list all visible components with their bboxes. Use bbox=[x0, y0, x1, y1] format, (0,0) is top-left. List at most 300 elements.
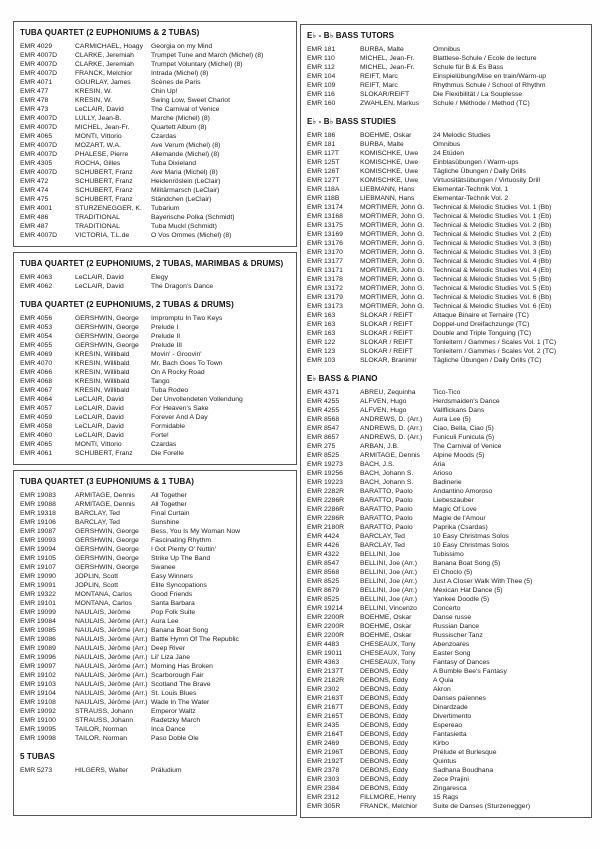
piece-title: Easter Song bbox=[433, 650, 471, 657]
catalog-row bbox=[307, 90, 585, 99]
piece-title: Magie de l'Amour bbox=[433, 515, 486, 522]
catalog-row bbox=[307, 541, 585, 550]
composer-name: NAULAIS, Jérôme (Arr.) bbox=[75, 618, 148, 625]
piece-title: Divertimento bbox=[433, 713, 472, 720]
catalog-row bbox=[307, 613, 585, 622]
catalog-number: EMR 109 bbox=[307, 82, 336, 89]
composer-name: ALFVEN, Hugo bbox=[360, 398, 407, 405]
catalog-row bbox=[307, 649, 585, 658]
catalog-number: EMR 19223 bbox=[307, 479, 343, 486]
piece-title: Lil' Liza Jane bbox=[151, 654, 191, 661]
composer-name: MORTIMER, John G. bbox=[360, 204, 425, 211]
catalog-row bbox=[307, 99, 585, 108]
composer-name: SLOKAR / REIFT bbox=[360, 348, 413, 355]
section-box bbox=[13, 470, 297, 816]
composer-name: BELLINI, Joe (Arr.) bbox=[360, 560, 418, 567]
composer-name: KRESIN, W. bbox=[75, 88, 113, 95]
catalog-number: EMR 13171 bbox=[307, 267, 343, 274]
catalog-number: EMR 4007D bbox=[20, 142, 58, 149]
composer-name: SLOKAR, Branimir bbox=[360, 357, 417, 364]
composer-name: ARBAN, J.B. bbox=[360, 443, 399, 450]
piece-title: Swing Low, Sweet Chariot bbox=[151, 97, 230, 104]
piece-title: Paso Doble Ole bbox=[151, 735, 199, 742]
composer-name: DEBONS, Eddy bbox=[360, 785, 408, 792]
composer-name: MONTANA, Carlos bbox=[75, 591, 132, 598]
catalog-row bbox=[307, 212, 585, 221]
catalog-number: EMR 4007D bbox=[20, 232, 58, 239]
composer-name: ARMITAGE, Dennis bbox=[75, 492, 135, 499]
composer-name: DEBONS, Eddy bbox=[360, 776, 408, 783]
catalog-row bbox=[307, 388, 585, 397]
catalog-row bbox=[20, 123, 290, 132]
composer-name: GERSHWIN, George bbox=[75, 333, 139, 340]
catalog-number: EMR 487 bbox=[20, 223, 49, 230]
catalog-number: EMR 4058 bbox=[20, 423, 53, 430]
catalog-number: EMR 118A bbox=[307, 186, 340, 193]
catalog-section bbox=[20, 476, 290, 743]
composer-name: ANDREWS, D. (Arr.) bbox=[360, 416, 423, 423]
catalog-number: EMR 8525 bbox=[307, 596, 340, 603]
piece-title: Fantasy of Dances bbox=[433, 659, 490, 666]
catalog-number: EMR 19108 bbox=[20, 699, 56, 706]
catalog-row bbox=[20, 222, 290, 231]
catalog-row bbox=[20, 368, 290, 377]
catalog-section bbox=[20, 299, 290, 458]
catalog-number: EMR 13170 bbox=[307, 249, 343, 256]
catalog-row bbox=[307, 460, 585, 469]
piece-title: Intrada (Michel) (8) bbox=[151, 70, 209, 77]
piece-title: Präludium bbox=[151, 767, 182, 774]
composer-name: SLOKAR / REIFT bbox=[360, 312, 413, 319]
piece-title: Liebeszauber bbox=[433, 497, 474, 504]
piece-title: Tuba Rodeo bbox=[151, 387, 189, 394]
composer-name: GERSHWIN, George bbox=[75, 564, 139, 571]
piece-title: Dinardzade bbox=[433, 704, 468, 711]
composer-name: LIEBMANN, Hans bbox=[360, 195, 415, 202]
catalog-row bbox=[307, 167, 585, 176]
catalog-row bbox=[307, 595, 585, 604]
catalog-number: EMR 4007D bbox=[20, 61, 58, 68]
catalog-number: EMR 4007D bbox=[20, 52, 58, 59]
composer-name: SLOKAR / REIFT bbox=[360, 330, 413, 337]
piece-title: Forte! bbox=[151, 432, 169, 439]
catalog-number: EMR 4426 bbox=[307, 542, 340, 549]
piece-title: Georgia on my Mind bbox=[151, 43, 213, 50]
catalog-row bbox=[307, 81, 585, 90]
catalog-number: EMR 4363 bbox=[307, 659, 340, 666]
catalog-number: EMR 19273 bbox=[307, 461, 343, 468]
catalog-number: EMR 19093 bbox=[20, 537, 56, 544]
catalog-number: EMR 4305 bbox=[20, 160, 53, 167]
composer-name: STRAUSS, Johann bbox=[75, 708, 134, 715]
piece-title: Chin Up! bbox=[151, 88, 178, 95]
piece-title: Czardas bbox=[151, 133, 177, 140]
composer-name: PHALESE, Pierre bbox=[75, 151, 129, 158]
composer-name: SCHUBERT, Franz bbox=[75, 169, 133, 176]
catalog-number: EMR 19104 bbox=[20, 690, 56, 697]
catalog-number: EMR 126T bbox=[307, 168, 340, 175]
catalog-row bbox=[20, 150, 290, 159]
composer-name: MOZART, W.A. bbox=[75, 142, 121, 149]
catalog-row bbox=[20, 689, 290, 698]
catalog-row bbox=[307, 784, 585, 793]
catalog-number: EMR 486 bbox=[20, 214, 49, 221]
catalog-row bbox=[20, 662, 290, 671]
piece-title: Prelude II bbox=[151, 333, 181, 340]
catalog-row bbox=[307, 131, 585, 140]
composer-name: CARMICHAEL, Hoagy bbox=[75, 43, 143, 50]
catalog-number: EMR 2469 bbox=[307, 740, 340, 747]
composer-name: GERSHWIN, George bbox=[75, 537, 139, 544]
catalog-row bbox=[20, 105, 290, 114]
catalog-number: EMR 104 bbox=[307, 73, 336, 80]
catalog-section bbox=[20, 258, 290, 291]
composer-name: DEBONS, Eddy bbox=[360, 686, 408, 693]
catalog-number: EMR 4070 bbox=[20, 360, 53, 367]
catalog-row bbox=[20, 716, 290, 725]
catalog-number: EMR 19106 bbox=[20, 519, 56, 526]
piece-title: Elite Syncopations bbox=[151, 582, 207, 589]
piece-title: Virtuositätsübungen / Virtuosity Drill bbox=[433, 177, 541, 184]
catalog-number: EMR 19096 bbox=[20, 654, 56, 661]
piece-title: Herdsmaiden's Dance bbox=[433, 398, 500, 405]
composer-name: CLARKE, Jeremiah bbox=[75, 61, 134, 68]
section-box bbox=[13, 21, 297, 247]
catalog-row bbox=[307, 54, 585, 63]
piece-title: Technical & Melodic Studies Vol. 3 (Eb) bbox=[433, 249, 552, 256]
composer-name: BARATTO, Paolo bbox=[360, 515, 413, 522]
piece-title: Scarborough Fair bbox=[151, 672, 204, 679]
piece-title: Tuba Dixieland bbox=[151, 160, 197, 167]
catalog-number: EMR 19097 bbox=[20, 663, 56, 670]
catalog-row bbox=[307, 469, 585, 478]
composer-name: ANDREWS, D. (Arr.) bbox=[360, 425, 423, 432]
catalog-number: EMR 4007D bbox=[20, 124, 58, 131]
catalog-row bbox=[307, 176, 585, 185]
piece-title: All Together bbox=[151, 492, 187, 499]
piece-title: On A Rocky Road bbox=[151, 369, 205, 376]
section-header: TUBA QUARTET (3 EUPHONIUMS & 1 TUBA) bbox=[20, 477, 194, 486]
catalog-row bbox=[307, 775, 585, 784]
piece-title: Schule / Méthode / Method (TC) bbox=[433, 100, 530, 107]
composer-name: SCHUBERT, Franz bbox=[75, 450, 133, 457]
piece-title: Santa Barbara bbox=[151, 600, 195, 607]
composer-name: CHESEAUX, Tony bbox=[360, 641, 416, 648]
composer-name: ALFVEN, Hugo bbox=[360, 407, 407, 414]
catalog-row bbox=[20, 572, 290, 581]
catalog-number: EMR 8525 bbox=[307, 578, 340, 585]
catalog-number: EMR 2286R bbox=[307, 515, 345, 522]
piece-title: Russian Dance bbox=[433, 623, 480, 630]
catalog-row bbox=[307, 478, 585, 487]
composer-name: NAULAIS, Jérôme (Arr.) bbox=[75, 627, 148, 634]
composer-name: NAULAIS, Jérôme (Arr.) bbox=[75, 699, 148, 706]
catalog-row bbox=[20, 282, 290, 291]
composer-name: MORTIMER, John G. bbox=[360, 285, 425, 292]
catalog-number: EMR 8525 bbox=[307, 452, 340, 459]
catalog-number: EMR 4069 bbox=[20, 351, 53, 358]
catalog-row bbox=[307, 63, 585, 72]
piece-title: Ave Maria (Michel) (8) bbox=[151, 169, 218, 176]
catalog-row bbox=[20, 186, 290, 195]
catalog-row bbox=[20, 195, 290, 204]
catalog-number: EMR 2282R bbox=[307, 488, 345, 495]
piece-title: Good Friends bbox=[151, 591, 193, 598]
piece-title: Technical & Melodic Studies Vol. 1 (Eb) bbox=[433, 213, 552, 220]
catalog-row bbox=[307, 311, 585, 320]
catalog-number: EMR 4066 bbox=[20, 369, 53, 376]
catalog-number: EMR 160 bbox=[307, 100, 336, 107]
piece-title: Final Curtain bbox=[151, 510, 190, 517]
catalog-row bbox=[307, 730, 585, 739]
composer-name: TAILOR, Norman bbox=[75, 735, 127, 742]
composer-name: SCHUBERT, Franz bbox=[75, 178, 133, 185]
catalog-row bbox=[20, 440, 290, 449]
catalog-number: EMR 19322 bbox=[20, 591, 56, 598]
catalog-row bbox=[20, 671, 290, 680]
catalog-number: EMR 2378 bbox=[307, 767, 340, 774]
catalog-row bbox=[20, 341, 290, 350]
catalog-row bbox=[307, 275, 585, 284]
composer-name: BELLINI, Joe bbox=[360, 551, 401, 558]
composer-name: SCHUBERT, Franz bbox=[75, 187, 133, 194]
catalog-number: EMR 19214 bbox=[307, 605, 343, 612]
piece-title: Ave Verum (Michel) (8) bbox=[151, 142, 221, 149]
catalog-number: EMR 19092 bbox=[20, 708, 56, 715]
catalog-row bbox=[20, 386, 290, 395]
section-header: 5 TUBAS bbox=[20, 752, 55, 761]
catalog-number: EMR 163 bbox=[307, 312, 336, 319]
piece-title: Technical & Melodic Studies Vol. 3 (Bb) bbox=[433, 240, 552, 247]
catalog-number: EMR 2164T bbox=[307, 731, 344, 738]
catalog-number: EMR 117T bbox=[307, 150, 339, 157]
composer-name: KRESIN, Willibald bbox=[75, 387, 130, 394]
catalog-row bbox=[20, 42, 290, 51]
section-header: E♭ - B♭ BASS STUDIES bbox=[307, 117, 397, 126]
composer-name: MORTIMER, John G. bbox=[360, 267, 425, 274]
piece-title: Alpine Moods (5) bbox=[433, 452, 485, 459]
piece-title: Scènes de Paris bbox=[151, 79, 201, 86]
composer-name: KRESIN, W. bbox=[75, 97, 113, 104]
catalog-number: EMR 19084 bbox=[20, 618, 56, 625]
composer-name: TAILOR, Norman bbox=[75, 726, 127, 733]
catalog-number: EMR 4061 bbox=[20, 450, 53, 457]
composer-name: ROCHA, Gilles bbox=[75, 160, 121, 167]
composer-name: GERSHWIN, George bbox=[75, 342, 139, 349]
piece-title: Scotland The Brave bbox=[151, 681, 211, 688]
composer-name: MORTIMER, John G. bbox=[360, 303, 425, 310]
composer-name: DEBONS, Eddy bbox=[360, 740, 408, 747]
piece-title: Prelude III bbox=[151, 342, 182, 349]
catalog-number: EMR 8657 bbox=[307, 434, 340, 441]
catalog-number: EMR 8547 bbox=[307, 560, 340, 567]
catalog-number: EMR 4007D bbox=[20, 115, 58, 122]
composer-name: GERSHWIN, George bbox=[75, 315, 139, 322]
composer-name: ABREU, Zequinha bbox=[360, 389, 416, 396]
catalog-row bbox=[307, 568, 585, 577]
catalog-row bbox=[20, 359, 290, 368]
piece-title: Ciao, Bella, Ciao (5) bbox=[433, 425, 494, 432]
piece-title: I Got Plenty O' Nuttin' bbox=[151, 546, 216, 553]
catalog-number: EMR 8679 bbox=[307, 587, 340, 594]
catalog-number: EMR 2312 bbox=[307, 794, 340, 801]
catalog-row bbox=[307, 640, 585, 649]
composer-name: MORTIMER, John G. bbox=[360, 213, 425, 220]
piece-title: Heidenröslein (LeClair) bbox=[151, 178, 221, 185]
piece-title: Elementar-Technik Vol. 2 bbox=[433, 195, 509, 202]
catalog-number: EMR 19011 bbox=[307, 650, 343, 657]
catalog-number: EMR 163 bbox=[307, 321, 336, 328]
catalog-row bbox=[20, 599, 290, 608]
catalog-number: EMR 13176 bbox=[307, 240, 343, 247]
piece-title: Vallflickans Dans bbox=[433, 407, 485, 414]
piece-title: Der Unvollendeten Vollendung bbox=[151, 396, 243, 403]
catalog-row bbox=[20, 78, 290, 87]
catalog-row bbox=[307, 284, 585, 293]
composer-name: BARCLAY, Ted bbox=[75, 519, 120, 526]
catalog-number: EMR 2163T bbox=[307, 695, 344, 702]
catalog-row bbox=[20, 449, 290, 458]
catalog-number: EMR 19083 bbox=[20, 492, 56, 499]
piece-title: Elementar-Technik Vol. 1 bbox=[433, 186, 509, 193]
catalog-row bbox=[307, 72, 585, 81]
catalog-number: EMR 123 bbox=[307, 348, 336, 355]
catalog-row bbox=[20, 608, 290, 617]
piece-title: Technical & Melodic Studies Vol. 6 (Bb) bbox=[433, 294, 552, 301]
catalog-row bbox=[307, 748, 585, 757]
composer-name: CLARKE, Jeremiah bbox=[75, 52, 134, 59]
piece-title: All Together bbox=[151, 501, 187, 508]
composer-name: DEBONS, Eddy bbox=[360, 713, 408, 720]
piece-title: Zingaresca bbox=[433, 785, 467, 792]
catalog-number: EMR 19091 bbox=[20, 582, 56, 589]
catalog-number: EMR 8547 bbox=[307, 425, 340, 432]
catalog-section bbox=[307, 373, 585, 811]
catalog-number: EMR 2137T bbox=[307, 668, 344, 675]
catalog-row bbox=[307, 559, 585, 568]
catalog-row bbox=[307, 604, 585, 613]
composer-name: ZWAHLEN, Markus bbox=[360, 100, 420, 107]
catalog-row bbox=[307, 149, 585, 158]
catalog-number: EMR 8568 bbox=[307, 569, 340, 576]
piece-title: A Bumble Bee's Fantasy bbox=[433, 668, 507, 675]
piece-title: Zece Prajini bbox=[433, 776, 469, 783]
composer-name: CHESEAUX, Tony bbox=[360, 650, 416, 657]
piece-title: The Carnival of Venice bbox=[433, 443, 502, 450]
catalog-number: EMR 4059 bbox=[20, 414, 53, 421]
composer-name: BACH, J.S. bbox=[360, 461, 395, 468]
composer-name: MORTIMER, John G. bbox=[360, 294, 425, 301]
composer-name: CHESEAUX, Tony bbox=[360, 659, 416, 666]
catalog-row bbox=[307, 757, 585, 766]
piece-title: Paprika (Csardas) bbox=[433, 524, 488, 531]
catalog-number: EMR 4056 bbox=[20, 315, 53, 322]
composer-name: BACH, Johann S. bbox=[360, 470, 414, 477]
composer-name: NAULAIS, Jérôme (Arr.) bbox=[75, 636, 148, 643]
composer-name: BARCLAY, Ted bbox=[360, 542, 405, 549]
catalog-number: EMR 2182R bbox=[307, 677, 345, 684]
composer-name: SLOKAR / REIFT bbox=[360, 321, 413, 328]
composer-name: NAULAIS, Jérôme bbox=[75, 609, 131, 616]
piece-title: Kirbo bbox=[433, 740, 449, 747]
composer-name: GERSHWIN, George bbox=[75, 324, 139, 331]
composer-name: JOPLIN, Scott bbox=[75, 573, 119, 580]
catalog-row bbox=[20, 323, 290, 332]
composer-name: BACH, Johann S. bbox=[360, 479, 414, 486]
piece-title: Concerto bbox=[433, 605, 461, 612]
catalog-row bbox=[307, 739, 585, 748]
piece-title: A Quia bbox=[433, 677, 454, 684]
section-box bbox=[13, 252, 297, 465]
catalog-number: EMR 13178 bbox=[307, 276, 343, 283]
catalog-number: EMR 4071 bbox=[20, 79, 53, 86]
section-header: E♭ BASS & PIANO bbox=[307, 374, 378, 383]
catalog-number: EMR 475 bbox=[20, 196, 49, 203]
catalog-number: EMR 103 bbox=[307, 357, 336, 364]
piece-title: Technical & Melodic Studies Vol. 5 (Eb) bbox=[433, 285, 552, 292]
catalog-row bbox=[307, 523, 585, 532]
piece-title: Omnibus bbox=[433, 46, 461, 53]
piece-title: Abenzoares bbox=[433, 641, 470, 648]
catalog-row bbox=[307, 496, 585, 505]
composer-name: MONTI, Vittorio bbox=[75, 133, 122, 140]
catalog-number: EMR 305R bbox=[307, 803, 341, 810]
composer-name: HILGERS, Walter bbox=[75, 767, 129, 774]
composer-name: TRADITIONAL bbox=[75, 214, 120, 221]
catalog-number: EMR 13168 bbox=[307, 213, 343, 220]
piece-title: Omnibus bbox=[433, 141, 461, 148]
composer-name: BELLINI, Joe (Arr.) bbox=[360, 596, 418, 603]
catalog-number: EMR 19101 bbox=[20, 600, 56, 607]
composer-name: KOMISCHKE, Uwe bbox=[360, 159, 419, 166]
piece-title: Swanee bbox=[151, 564, 176, 571]
composer-name: DEBONS, Eddy bbox=[360, 668, 408, 675]
catalog-row bbox=[20, 554, 290, 563]
piece-title: Technical & Melodic Studies Vol. 6 (Eb) bbox=[433, 303, 552, 310]
composer-name: MICHEL, Jean-Fr. bbox=[360, 64, 415, 71]
catalog-number: EMR 163 bbox=[307, 330, 336, 337]
catalog-row bbox=[307, 302, 585, 311]
piece-title: El Choclo (5) bbox=[433, 569, 473, 576]
catalog-number: EMR 477 bbox=[20, 88, 49, 95]
catalog-number: EMR 13173 bbox=[307, 303, 343, 310]
catalog-row bbox=[20, 734, 290, 743]
catalog-number: EMR 19098 bbox=[20, 735, 56, 742]
catalog-row bbox=[307, 514, 585, 523]
piece-title: Yankee Doodle (5) bbox=[433, 596, 490, 603]
composer-name: VICTORIA, T.L.de bbox=[75, 232, 130, 239]
catalog-row bbox=[20, 377, 290, 386]
piece-title: Mr. Bach Goes To Town bbox=[151, 360, 223, 367]
catalog-row bbox=[20, 273, 290, 282]
catalog-number: EMR 4060 bbox=[20, 432, 53, 439]
catalog-number: EMR 4322 bbox=[307, 551, 340, 558]
piece-title: Andantino Amoroso bbox=[433, 488, 493, 495]
composer-name: ARMITAGE, Dennis bbox=[360, 452, 420, 459]
composer-name: NAULAIS, Jérôme (Arr.) bbox=[75, 690, 148, 697]
catalog-number: EMR 19105 bbox=[20, 555, 56, 562]
catalog-number: EMR 5273 bbox=[20, 767, 53, 774]
composer-name: GOURLAY, James bbox=[75, 79, 131, 86]
composer-name: LeCLAIR, David bbox=[75, 414, 124, 421]
composer-name: BURBA, Malte bbox=[360, 46, 404, 53]
catalog-number: EMR 4068 bbox=[20, 378, 53, 385]
catalog-row bbox=[20, 536, 290, 545]
piece-title: Quartett Album (8) bbox=[151, 124, 207, 131]
piece-title: 24 Melodic Studies bbox=[433, 132, 491, 139]
catalog-row bbox=[20, 395, 290, 404]
composer-name: MICHEL, Jean-Fr. bbox=[75, 124, 130, 131]
